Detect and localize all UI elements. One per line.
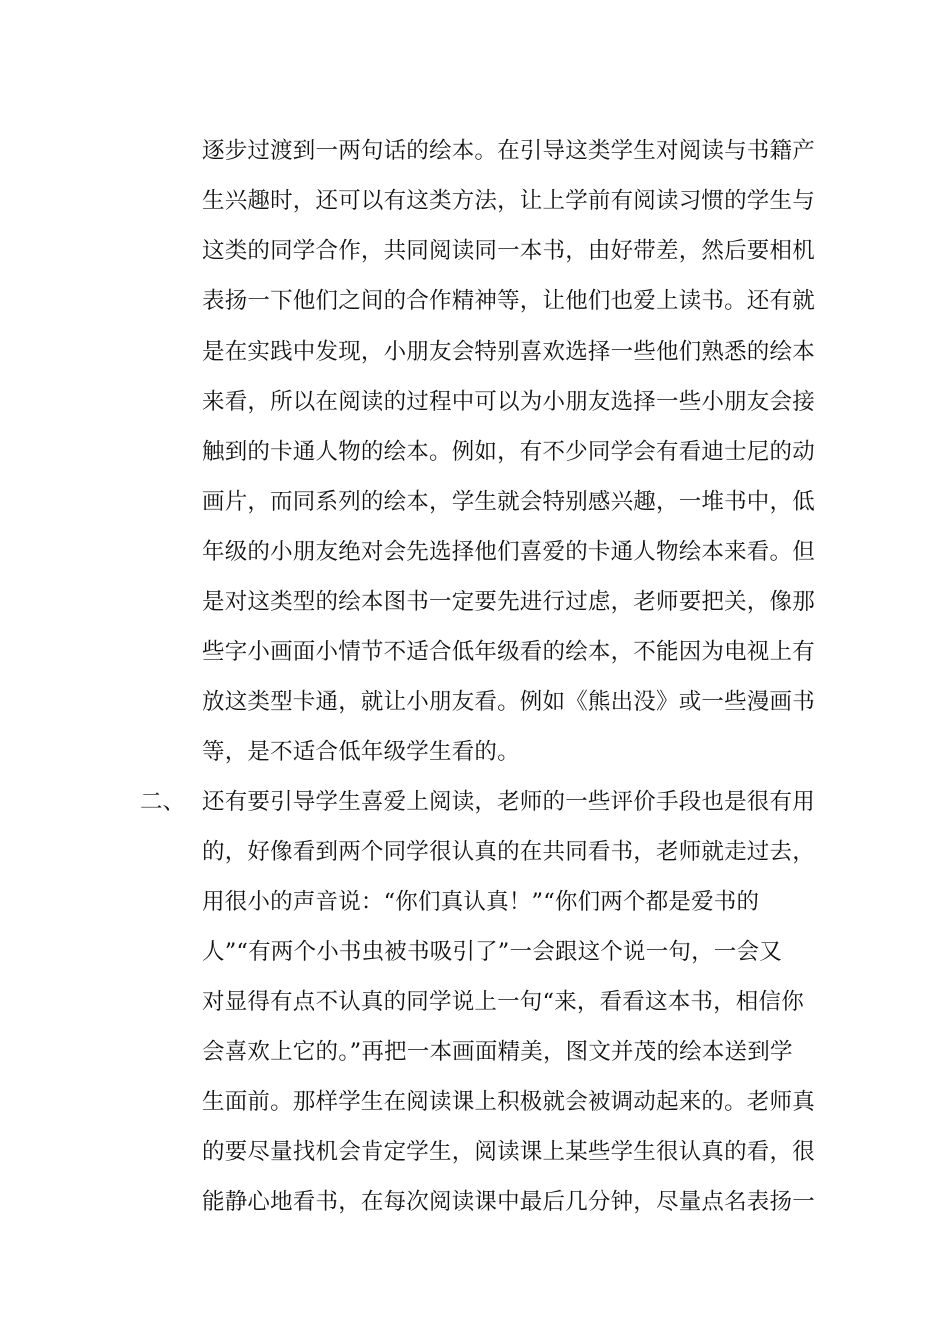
text-line: 的要尽量找机会肯定学生，阅读课上某些学生很认真的看，很: [202, 1139, 815, 1165]
text-line: 生兴趣时，还可以有这类方法，让上学前有阅读习惯的学生与: [202, 188, 815, 214]
text-line: 这类的同学合作，共同阅读同一本书，由好带差，然后要相机: [202, 238, 815, 264]
text-line: 能静心地看书，在每次阅读课中最后几分钟，尽量点名表扬一: [202, 1189, 815, 1215]
text-line: 些字小画面小情节不适合低年级看的绘本，不能因为电视上有: [202, 639, 815, 665]
text-line: 等，是不适合低年级学生看的。: [202, 739, 520, 765]
text-line: 画片，而同系列的绘本，学生就会特别感兴趣，一堆书中，低: [202, 489, 815, 515]
text-line: 来看，所以在阅读的过程中可以为小朋友选择一些小朋友会接: [202, 389, 815, 415]
text-line: 用很小的声音说：“你们真认真！”“你们两个都是爱书的: [202, 889, 760, 915]
text-line: 表扬一下他们之间的合作精神等，让他们也爱上读书。还有就: [202, 288, 815, 314]
text-line: 的，好像看到两个同学很认真的在共同看书，老师就走过去，: [202, 839, 815, 865]
list-marker: 二、: [140, 789, 186, 815]
text-line: 对显得有点不认真的同学说上一句“来，看看这本书，相信你: [202, 989, 804, 1015]
text-line: 逐步过渡到一两句话的绘本。在引导这类学生对阅读与书籍产: [202, 138, 815, 164]
text-line: 还有要引导学生喜爱上阅读，老师的一些评价手段也是很有用: [202, 789, 815, 815]
text-line: 会喜欢上它的。”再把一本画面精美，图文并茂的绘本送到学: [202, 1039, 793, 1065]
text-line: 生面前。那样学生在阅读课上积极就会被调动起来的。老师真: [202, 1089, 815, 1115]
text-line: 触到的卡通人物的绘本。例如，有不少同学会有看迪士尼的动: [202, 439, 815, 465]
text-line: 年级的小朋友绝对会先选择他们喜爱的卡通人物绘本来看。但: [202, 539, 815, 565]
text-line: 是在实践中发现，小朋友会特别喜欢选择一些他们熟悉的绘本: [202, 339, 815, 365]
text-line: 人”“有两个小书虫被书吸引了”一会跟这个说一句，一会又: [202, 939, 782, 965]
text-line: 放这类型卡通，就让小朋友看。例如《熊出没》或一些漫画书: [202, 689, 815, 715]
text-line: 是对这类型的绘本图书一定要先进行过虑，老师要把关，像那: [202, 589, 815, 615]
